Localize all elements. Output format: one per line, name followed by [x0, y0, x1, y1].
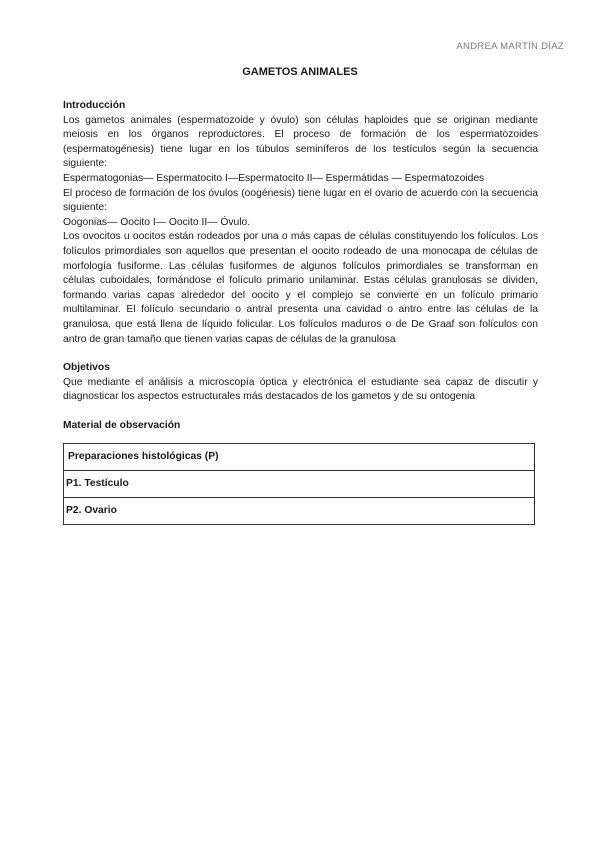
table-cell-testiculo: P1. Testículo	[64, 471, 535, 498]
preparations-table	[63, 443, 535, 525]
author-name: ANDREA MARTÍN DÍAZ	[456, 41, 564, 52]
table-header-row	[64, 444, 535, 471]
table-cell-ovario: P2. Ovario	[64, 498, 535, 525]
objectives-paragraph: Que mediante el análisis a microscopía óptica y electrónica el estudiante sea capaz de discutir y diagnosticar los aspectos estructurales más destacados de los gametos y de su ontogenia	[63, 376, 538, 403]
section-heading-introduccion: Introducción	[63, 100, 126, 111]
intro-paragraph-1: Los gametos animales (espermatozoide y óvulo) son células haploides que se originan mediante meiosis en los órganos reproductores. El proceso de formación de los espermatozoides (espermatogénesis) tiene lugar en los túbulos seminíferos de los testículos según la secuencia siguiente:	[63, 114, 538, 170]
document-title: GAMETOS ANIMALES	[242, 66, 358, 78]
spermatogenesis-sequence: Espermatogonias— Espermatocito I—Espermatocito II— Espermátidas — Espermatozoides	[63, 172, 485, 184]
document-body	[63, 99, 538, 525]
table-header-cell: Preparaciones histológicas (P)	[64, 444, 535, 471]
intro-paragraph-oogenesis: El proceso de formación de los óvulos (oogénesis) tiene lugar en el ovario de acuerdo con la secuencia siguiente:	[63, 187, 538, 214]
section-heading-objetivos: Objetivos	[63, 362, 110, 374]
table-row	[64, 498, 535, 525]
section-heading-material: Material de observación	[63, 419, 181, 431]
oogenesis-sequence: Oogonias— Oocito I— Oocito II— Óvulo.	[63, 216, 251, 228]
table-row	[64, 471, 535, 498]
intro-paragraph-follicles: Los ovocitos u oocitos están rodeados por una o más capas de células constituyendo los folículos. Los folículos primordiales son aquellos que presentan el oocito rodeado de una monocapa de células de morfología fusiforme. Las células fusiformes de algunos folículos primordiales se transforman en células cuboidales, formándose el folículo primario unilaminar. Estas células granulosas se dividen, formando varias capas alrededor del oocito y el complejo se convierte en un folículo primario multilaminar. El folículo secundario o antral presenta una cavidad o antro entre las células de la granulosa, que está llena de líquido folicular. Los folículos maduros o de De Graaf son folículos con antro de gran tamaño que tienen varias capas de células de la granulosa	[63, 231, 538, 345]
